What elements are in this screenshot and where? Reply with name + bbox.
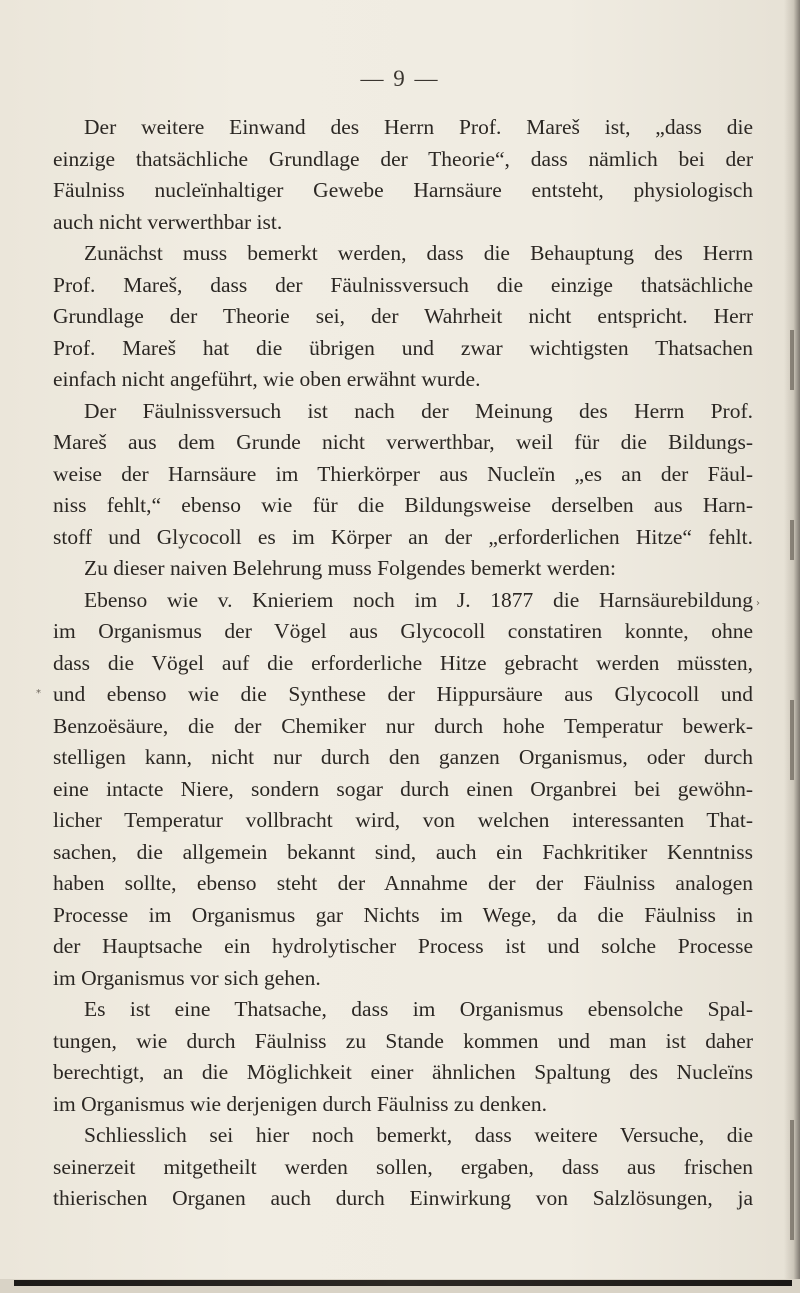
text-line: haben sollte, ebenso steht der Annahme der der Fäulniss analogen [53, 871, 753, 895]
text-line: dass die Vögel auf die erforderliche Hitze gebracht werden müssten, [53, 650, 753, 675]
text-line: im Organismus der Vögel aus Glycocoll constatiren konnte, ohne [53, 619, 753, 643]
text-line: weise der Harnsäure im Thierkörper aus Nucleïn „es an der Fäul- [53, 461, 753, 486]
text-line: Es ist eine Thatsache, dass im Organismus ebensolche Spal- [84, 997, 753, 1021]
text-line: Benzoësäure, die der Chemiker nur durch hohe Temperatur bewerk- [53, 713, 753, 738]
text-line: tungen, wie durch Fäulniss zu Stande kommen und man ist daher [53, 1028, 753, 1053]
page-edge-mark [790, 1120, 794, 1240]
text-line: der Hauptsache ein hydrolytischer Process ist und solche Processe [53, 934, 753, 958]
text-line: berechtigt, an die Möglichkeit einer ähnlichen Spaltung des Nucleïns [53, 1060, 753, 1084]
text-line: Fäulniss nucleïnhaltiger Gewebe Harnsäure entsteht, physiologisch [53, 178, 753, 202]
page-edge-shadow [784, 0, 800, 1293]
text-line: einfach nicht angeführt, wie oben erwähnt wurde. [53, 367, 481, 391]
text-line: licher Temperatur vollbracht wird, von welchen interessanten That- [53, 808, 753, 832]
text-line: Mareš aus dem Grunde nicht verwerthbar, weil für die Bildungs- [53, 430, 753, 454]
text-line: und ebenso wie die Synthese der Hippursäure aus Glycocoll und [53, 682, 753, 706]
margin-mark-left: * [36, 688, 41, 699]
text-line: Zunächst muss bemerkt werden, dass die Behauptung des Herrn [84, 241, 753, 265]
page-edge-mark [790, 520, 794, 560]
text-line: im Organismus wie derjenigen durch Fäulniss zu denken. [53, 1091, 548, 1116]
text-line: Zu dieser naiven Belehrung muss Folgendes bemerkt werden: [84, 556, 616, 580]
text-line: stelligen kann, nicht nur durch den ganzen Organismus, oder durch [53, 745, 753, 769]
text-line: Grundlage der Theorie sei, der Wahrheit nicht entspricht. Herr [53, 304, 753, 328]
page-edge-mark [790, 700, 794, 780]
margin-mark-right: › [756, 598, 760, 609]
text-line: niss fehlt,“ ebenso wie für die Bildungsweise derselben aus Harn- [53, 493, 753, 517]
page-edge-mark [790, 330, 794, 390]
page-number: — 9 — [360, 66, 440, 91]
text-line: Schliesslich sei hier noch bemerkt, dass weitere Versuche, die [84, 1123, 753, 1147]
text-line: stoff und Glycocoll es im Körper an der „erforderlichen Hitze“ fehlt. [53, 524, 753, 549]
text-line: Der Fäulnissversuch ist nach der Meinung des Herrn Prof. [84, 398, 753, 423]
body-text [53, 112, 753, 1215]
text-line: Prof. Mareš, dass der Fäulnissversuch die einzige thatsächliche [53, 272, 753, 297]
text-line: Ebenso wie v. Knieriem noch im J. 1877 die Harnsäurebildung [84, 587, 753, 612]
text-line: sachen, die allgemein bekannt sind, auch ein Fachkritiker Kenntniss [53, 839, 753, 864]
text-line: Processe im Organismus gar Nichts im Wege, da die Fäulniss in [53, 902, 753, 927]
text-line: Der weitere Einwand des Herrn Prof. Mareš ist, „dass die [84, 115, 753, 139]
text-line: thierischen Organen auch durch Einwirkung von Salzlösungen, ja [53, 1186, 753, 1210]
text-line: auch nicht verwerthbar ist. [53, 209, 283, 234]
text-line: seinerzeit mitgetheilt werden sollen, ergaben, dass aus frischen [53, 1154, 753, 1179]
text-line: Prof. Mareš hat die übrigen und zwar wichtigsten Thatsachen [53, 335, 753, 360]
text-line: eine intacte Niere, sondern sogar durch einen Organbrei bei gewöhn- [53, 776, 753, 801]
text-line: im Organismus vor sich gehen. [53, 965, 321, 990]
text-line: einzige thatsächliche Grundlage der Theorie“, dass nämlich bei der [53, 146, 753, 171]
page-bottom-edge [14, 1280, 792, 1286]
